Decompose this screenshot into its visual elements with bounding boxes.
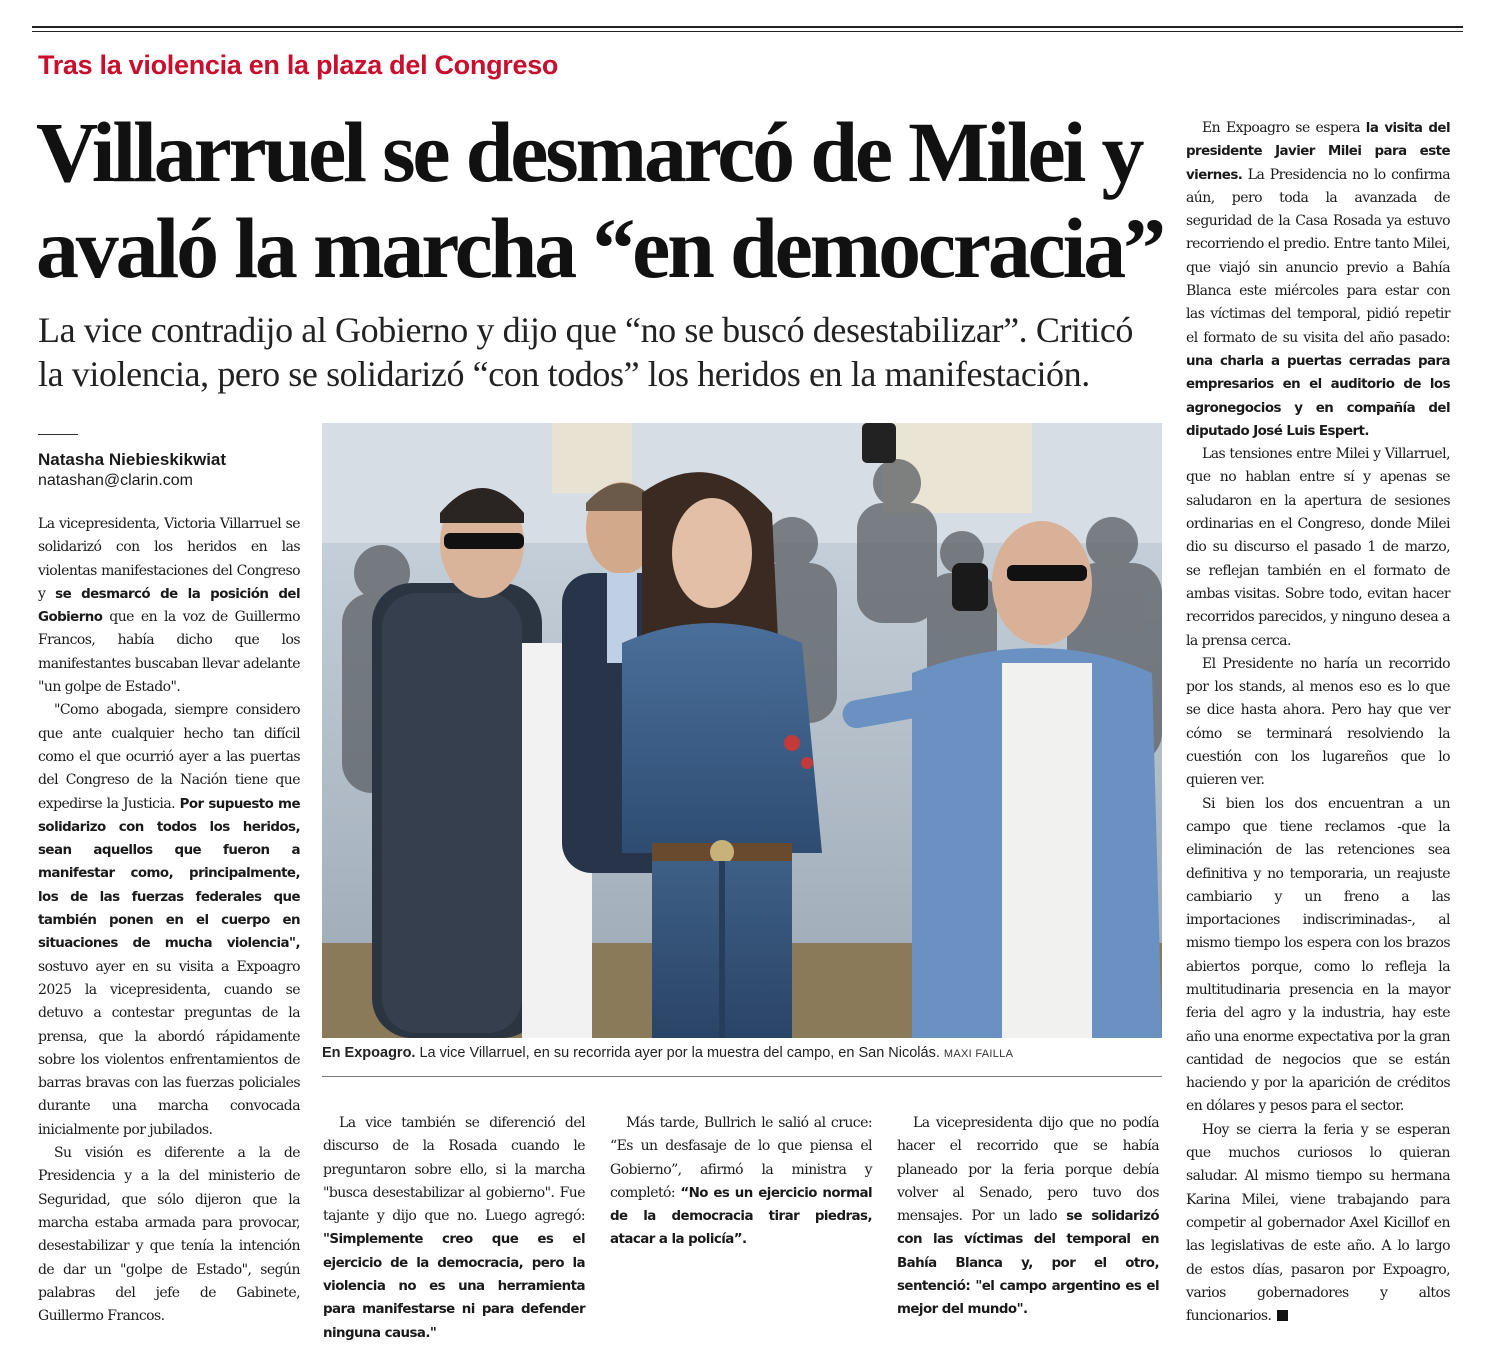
paragraph: Si bien los dos encuentran a un campo que tiene reclamos -que la eliminación de las retenciones sea definitiva y no temporaria, un reajuste cambiario y un freno a las importaciones indiscriminadas-, al mismo tiempo los espera con los brazos abiertos porque, como lo refleja la multitudinaria presencia en la mayor feria del agro y la industria, hay este año una enorme expectativa por la gran cantidad de negocios que se están haciendo y por la aparición de créditos en dólares y pesos para el sector.: [1186, 795, 1450, 1115]
top-rule-thin: [32, 31, 1463, 32]
headline: [36, 104, 1166, 296]
paragraph: La vicepresidenta, Victoria Villarruel se solidarizó con los heridos en las violentas manifestaciones del Congreso y se desmarcó de la posición del Gobierno que en la voz de Guillermo Francos, había dicho que los manifestantes buscaban llevar adelante "un golpe de Estado".: [38, 516, 300, 696]
deck: [38, 308, 1168, 396]
deck-line-2: la violencia, pero se solidarizó “con todos” los heridos en la manifestación.: [38, 354, 1090, 394]
article-column-4: [897, 1112, 1159, 1322]
byline-email: natashan@clarin.com: [38, 472, 193, 489]
article-column-2: [323, 1112, 585, 1345]
top-rule: [32, 26, 1463, 28]
article-column-5: [1186, 117, 1450, 1328]
photo-illustration: [322, 423, 1162, 1038]
caption-lead: En Expoagro.: [322, 1045, 416, 1061]
article-column-1: [38, 513, 300, 1328]
photo-caption: [322, 1045, 1162, 1061]
paragraph: La vice también se diferenció del discurso de la Rosada cuando le preguntaron sobre ello, si la marcha "busca desestabilizar al gobierno". Fue tajante y dijo que no. Luego agregó: "Simplemente creo que es el ejercicio de la democracia, pero la violencia no es una herramienta para manifestarse ni para defender ninguna causa.": [323, 1115, 585, 1341]
paragraph: Su visión es diferente a la de Presidencia y a la del ministerio de Seguridad, que sólo dijeron que la marcha estaba armada para provocar, desestabilizar y que tenía la intención de dar un "golpe de Estado", según palabras del jefe de Gabinete, Guillermo Francos.: [38, 1145, 300, 1325]
paragraph: "Como abogada, siempre considero que ante cualquier hecho tan difícil como el que ocurrió ayer a las puertas del Congreso de la Nación tiene que expedirse la Justicia. Por supuesto me solidarizo con todos los heridos, sean aquellos que fueron a manifestar como, principalmente, los de las fuerzas federales que también ponen en el cuerpo en situaciones de mucha violencia", sostuvo ayer en su visita a Expoagro 2025 la vicepresidenta, cuando se detuvo a contestar preguntas de la prensa, que la abordó rápidamente sobre los violentos enfrentamientos de barras bravas con las fuerzas policiales durante una marcha convocada inicialmente por jubilados.: [38, 702, 300, 1138]
paragraph: Más tarde, Bullrich le salió al cruce: “Es un desfasaje de lo que piensa el Gobierno”, afirmó la ministra y completó: “No es un ejercicio normal de la democracia tirar piedras, atacar a la policía”.: [610, 1115, 872, 1248]
headline-line-1: Villarruel se desmarcó de Milei y: [36, 104, 1142, 200]
paragraph: Las tensiones entre Milei y Villarruel, que no hablan entre sí y apenas se saludaron en la apertura de sesiones ordinarias en el Congreso, donde Milei dio su discurso el pasado 1 de marzo, se reflejan también en el formato de ambas visitas. Sobre todo, evitan hacer recorridos parecidos, y ninguno desea a la prensa cerca.: [1186, 446, 1450, 649]
article-photo: [322, 423, 1162, 1038]
paragraph: En Expoagro se espera la visita del presidente Javier Milei para este viernes. La Presidencia no lo confirma aún, pero toda la avanzada de seguridad de la Casa Rosada ya estuvo recorriendo el predio. Entre tanto Milei, que viajó sin anuncio previo a Bahía Blanca este miércoles para estar con las víctimas del temporal, pidió repetir el formato de su visita del año pasado: una charla a puertas cerradas para empresarios en el auditorio de los agronegocios y en compañía del diputado José Luis Espert.: [1186, 120, 1450, 439]
headline-line-2: avaló la marcha “en democracia”: [36, 200, 1163, 296]
byline-rule: [38, 434, 78, 435]
article-column-3: [610, 1112, 872, 1252]
caption-text: La vice Villarruel, en su recorrida ayer por la muestra del campo, en San Nicolás.: [415, 1045, 940, 1061]
caption-rule: [322, 1076, 1162, 1077]
paragraph: La vicepresidenta dijo que no podía hacer el recorrido que se había planeado por la feria porque debía volver al Senado, pero tuvo dos mensajes. Por un lado se solidarizó con las víctimas del temporal en Bahía Blanca y, por el otro, sentenció: "el campo argentino es el mejor del mundo".: [897, 1115, 1159, 1318]
deck-line-1: La vice contradijo al Gobierno y dijo que “no se buscó desestabilizar”. Criticó: [38, 310, 1134, 350]
phone-icon: [862, 423, 896, 463]
paragraph: Hoy se cierra la feria y se esperan que muchos curiosos lo quieran saludar. Al mismo tiempo su hermana Karina Milei, viene trabajando para competir al gobernador Axel Kicillof en las legislativas de este año. A lo largo de estos días, pasaron por Expoagro, varios gobernadores y altos funcionarios.: [1186, 1121, 1450, 1325]
photo-credit: MAXI FAILLA: [943, 1048, 1014, 1060]
paragraph: El Presidente no haría un recorrido por los stands, al menos eso es lo que se dice hasta ahora. Pero hay que ver cómo se terminará resolviendo la cuestión con los lugareños que lo quieren ver.: [1186, 655, 1450, 789]
kicker: Tras la violencia en la plaza del Congreso: [38, 50, 559, 80]
byline-name: Natasha Niebieskikwiat: [38, 450, 227, 469]
microphone-icon: [952, 563, 988, 611]
end-mark-icon: [1277, 1310, 1288, 1321]
